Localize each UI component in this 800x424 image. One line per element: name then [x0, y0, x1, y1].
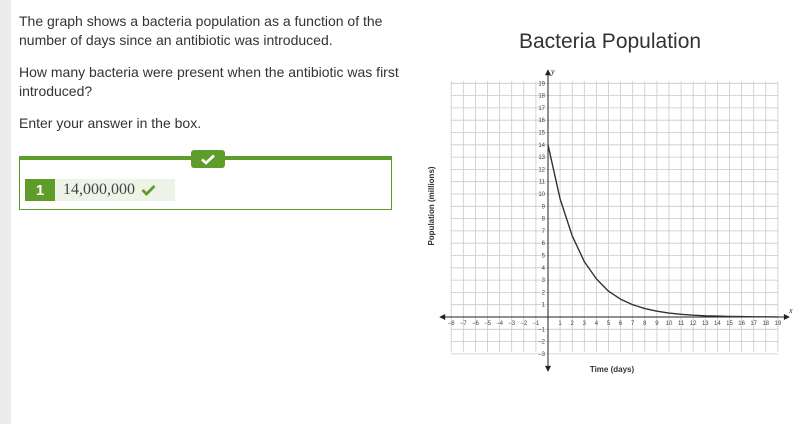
- y-tick-label: 10: [538, 192, 545, 198]
- y-tick-label: 11: [538, 179, 545, 186]
- x-tick-label: 7: [631, 321, 635, 327]
- x-tick-label: 15: [726, 321, 733, 327]
- x-axis-title: Time (days): [589, 365, 635, 374]
- x-tick-label: 5: [606, 321, 611, 327]
- y-tick-label: 3: [541, 278, 545, 285]
- x-tick-label: 6: [618, 321, 623, 327]
- x-tick-label: 3: [582, 321, 586, 327]
- y-tick-label: −2: [538, 339, 545, 346]
- x-tick-label: −5: [484, 321, 491, 327]
- x-tick-label: 9: [655, 321, 659, 327]
- x-tick-label: −7: [459, 321, 467, 327]
- answer-number-badge: 1: [25, 179, 55, 201]
- question-paragraph-2: How many bacteria were present when the antibiotic was first introduced?: [19, 64, 399, 99]
- x-axis-letter: x: [789, 306, 793, 315]
- y-tick-label: −3: [538, 351, 545, 358]
- y-tick-label: 2: [541, 290, 545, 297]
- x-tick-label: 4: [594, 321, 599, 327]
- y-tick-label: 19: [538, 81, 545, 88]
- x-tick-label: −4: [496, 321, 504, 327]
- x-tick-label: 12: [689, 321, 697, 327]
- y-axis-title: Population (millions): [427, 166, 436, 246]
- chart-grid: [451, 81, 778, 354]
- x-axis-arrow-left: [439, 314, 445, 320]
- y-tick-label: 13: [538, 155, 545, 162]
- x-tick-label: 13: [701, 321, 709, 327]
- y-axis-arrow-down: [545, 366, 551, 372]
- y-tick-label: 5: [541, 253, 545, 260]
- y-axis-letter: y: [551, 67, 555, 76]
- y-tick-label: 6: [541, 241, 545, 248]
- y-tick-label: 17: [538, 105, 545, 112]
- answer-value: 14,000,000: [63, 181, 135, 198]
- x-tick-label: 11: [677, 321, 685, 327]
- x-tick-label: 8: [643, 321, 647, 327]
- x-tick-label: 2: [570, 321, 574, 327]
- question-paragraph-3: Enter your answer in the box.: [19, 115, 202, 131]
- x-tick-label: −3: [508, 321, 516, 327]
- x-tick-label: 17: [750, 321, 758, 327]
- chart-title: Bacteria Population: [518, 30, 702, 53]
- y-tick-label: 14: [538, 142, 545, 149]
- y-tick-label: 1: [541, 302, 545, 309]
- y-tick-label: 15: [538, 130, 545, 137]
- x-tick-label: 18: [762, 321, 770, 327]
- x-tick-label: 19: [774, 321, 782, 327]
- x-tick-label: −2: [520, 321, 528, 327]
- x-tick-label: 10: [665, 321, 673, 327]
- x-tick-label: 16: [738, 321, 745, 327]
- y-tick-label: 16: [538, 118, 545, 125]
- x-tick-label: −1: [532, 321, 540, 327]
- y-tick-label: 7: [541, 228, 545, 235]
- x-tick-label: 1: [558, 321, 562, 327]
- y-tick-label: 9: [541, 204, 545, 211]
- question-paragraph-1: The graph shows a bacteria population as a function of the number of days since an antibiotic was introduced.: [19, 13, 383, 48]
- x-tick-label: −8: [447, 321, 455, 327]
- x-tick-label: 14: [714, 321, 721, 327]
- y-tick-label: 18: [538, 93, 545, 100]
- x-tick-label: −6: [471, 321, 479, 327]
- y-tick-label: −1: [538, 327, 545, 334]
- y-tick-label: 12: [538, 167, 545, 174]
- y-tick-label: 4: [541, 265, 545, 272]
- y-tick-label: 8: [541, 216, 545, 223]
